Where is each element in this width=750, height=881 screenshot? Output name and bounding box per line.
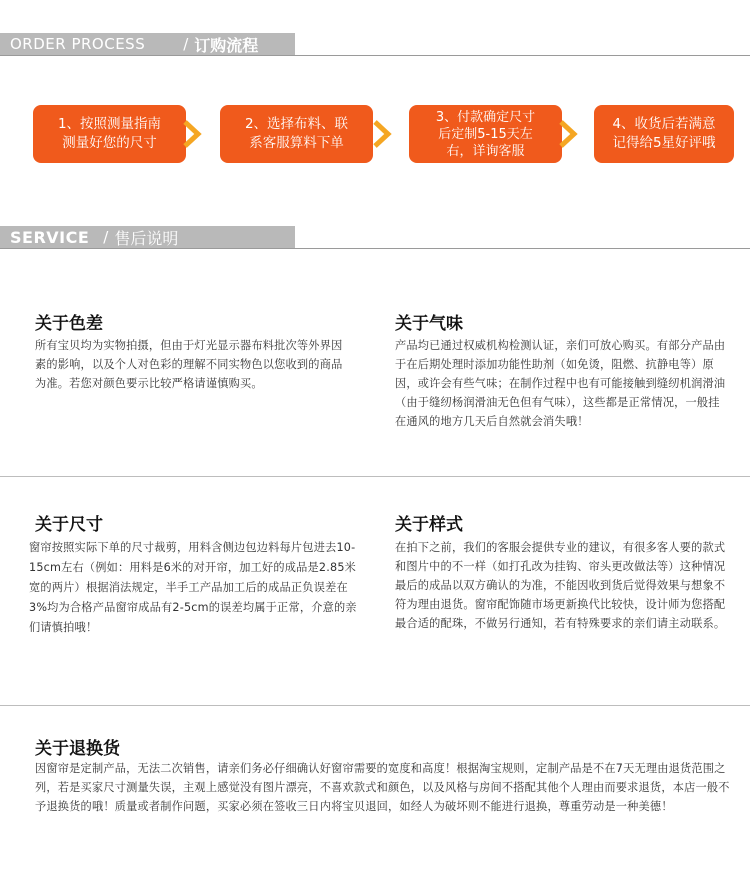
- step-2-label: 2、选择布料、联 系客服算料下单: [244, 116, 349, 151]
- header-separator: /: [103, 228, 109, 246]
- service-title-en: SERVICE: [10, 227, 90, 247]
- smell-title: 关于气味: [395, 314, 463, 334]
- row-divider: [0, 476, 750, 477]
- step-1: [33, 105, 186, 163]
- step-3-label: 3、付款确定尺寸 后定制5-15天左 右，详询客服: [435, 109, 536, 159]
- style-text: 在拍下之前，我们的客服会提供专业的建议，有很多客人要的款式和图片中的不一样（如打孔改为挂钩、帘头更改做法等）这种情况最后的成品以双方确认的为准，不能因收到货后觉得效果与想象不符为理由退货。窗帘配饰随市场更新换代比较快，设计师为您搭配最合适的配珠，不做另行通知，若有特殊要求的亲们请主动联系。: [395, 541, 726, 630]
- return-title: 关于退换货: [35, 739, 120, 759]
- smell-text: 产品均已通过权威机构检测认证，亲们可放心购买。有部分产品由于在后期处理时添加功能性助剂（如免烫，阻燃、抗静电等）原因，或许会有些气味；在制作过程中也有可能接触到缝纫机润滑油（由于缝纫杨润滑油无色但有气味），这些都是正常情况，一般挂在通风的地方几天后自然就会消失哦！: [395, 339, 726, 428]
- step-1-label: 1、按照测量指南 测量好您的尺寸: [57, 116, 162, 151]
- color-text: 所有宝贝均为实物拍摄，但由于灯光显示器布料批次等外界因素的影响，以及个人对色彩的理解不同实物色以您收到的商品为准。若您对颜色要示比较严格请谨慎购买。: [35, 339, 343, 390]
- step-3: [409, 105, 562, 163]
- color-title: 关于色差: [35, 314, 103, 334]
- service-header: [0, 226, 295, 248]
- chevron-right-icon: [370, 119, 394, 149]
- return-text: 因窗帘是定制产品，无法二次销售，请亲们务必仔细确认好窗帘需要的宽度和高度！根据淘宝规则，定制产品是不在7天无理由退货范围之列，若是买家尺寸测量失误，主观上感觉没有图片漂亮，不喜欢款式和颜色，以及风格与房间不搭配其他个人理由而要求退货，本店一般不予退换货的哦！质量或者制作问题，买家必须在签收三日内将宝贝退回，如经人为破坏则不能进行退换，尊重劳动是一种美德！: [35, 762, 730, 813]
- size-text: 窗帘按照实际下单的尺寸裁剪，用料含侧边包边料每片包进去10-15cm左右（例如：用料是6米的对开帘，加工好的成品是2.85米宽的两片）根据消法规定，半手工产品加工后的成品正负误差在3%均为合格产品窗帘成品有2-5cm的误差均属于正常，介意的亲们请慎拍哦！: [29, 541, 357, 634]
- chevron-right-icon: [556, 119, 580, 149]
- size-title: 关于尺寸: [35, 515, 103, 535]
- order-process-divider: [0, 55, 750, 56]
- step-4: [594, 105, 734, 163]
- service-title-cn: 售后说明: [114, 228, 179, 248]
- order-steps: [0, 105, 750, 163]
- chevron-right-icon: [180, 119, 204, 149]
- service-divider: [0, 248, 750, 249]
- order-process-header: [0, 33, 295, 55]
- step-4-label: 4、收货后若满意 记得给5星好评哦: [612, 116, 716, 151]
- order-process-title-en: ORDER PROCESS: [10, 35, 146, 53]
- order-process-title-cn: 订购流程: [194, 35, 259, 55]
- header-separator: /: [183, 35, 189, 53]
- step-2: [220, 105, 373, 163]
- row-divider: [0, 705, 750, 706]
- style-title: 关于样式: [395, 515, 463, 535]
